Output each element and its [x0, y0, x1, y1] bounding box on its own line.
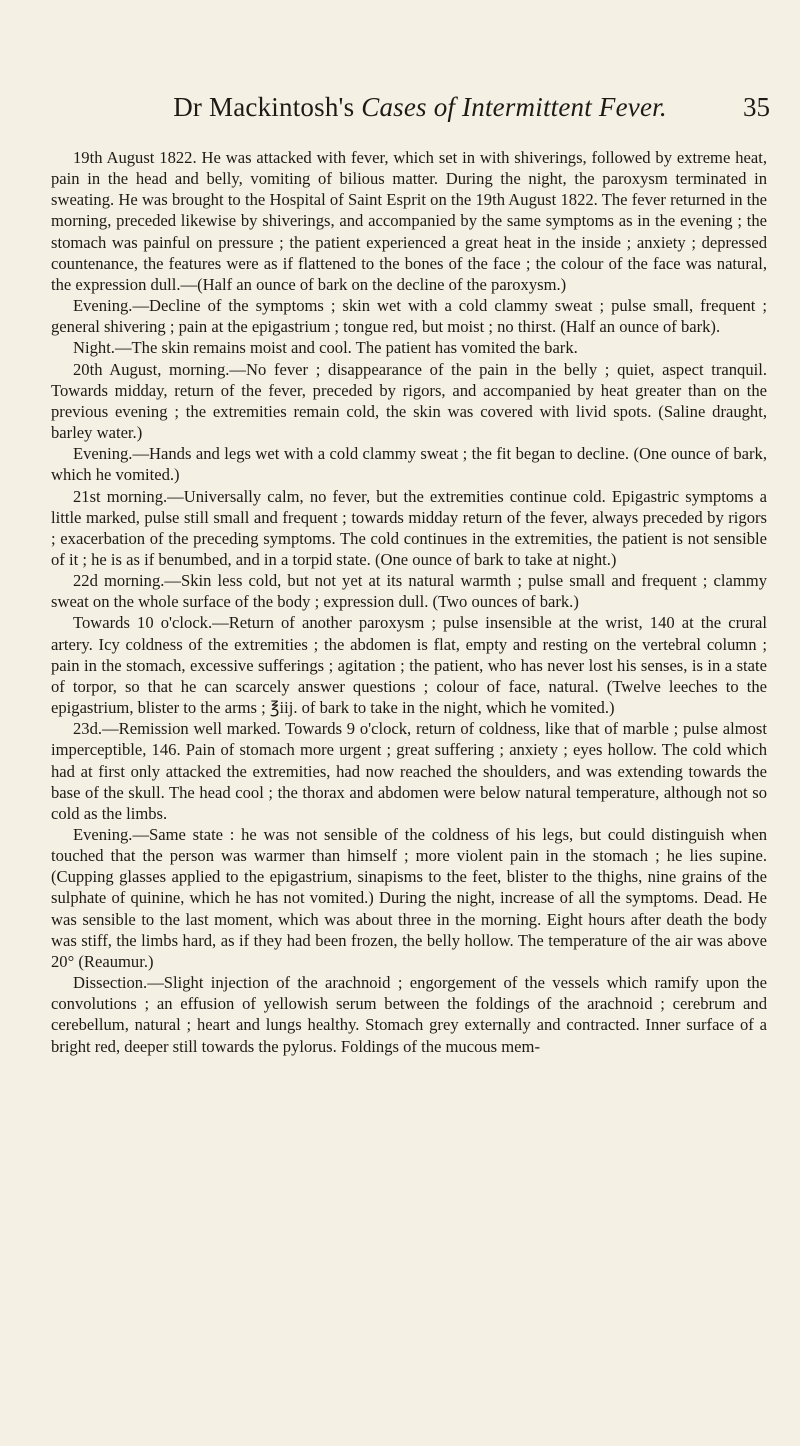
- running-head-author: Dr Mackintosh's: [173, 92, 362, 122]
- paragraph: 20th August, morning.—No fever ; disappearance of the pain in the belly ; quiet, aspect tranquil. Towards midday, return of the fever, preceded by rigors, and accompanied by heat greater than on the previous evening ; the extremities remain cold, the skin was covered with livid spots. (Saline draught, barley water.): [51, 359, 767, 443]
- paragraph: Evening.—Same state : he was not sensible of the coldness of his legs, but could distinguish when touched that the person was warmer than himself ; more violent pain in the stomach ; he lies supine. (Cupping glasses applied to the epigastrium, sinapisms to the feet, blister to the thighs, nine grains of the sulphate of quinine, which he has not vomited.) During the night, increase of all the symptoms. Dead. He was sensible to the last moment, which was about three in the morning. Eight hours after death the body was stiff, the limbs hard, as if they had been frozen, the belly hollow. The temperature of the air was above 20° (Reaumur.): [51, 825, 767, 971]
- paragraph: Towards 10 o'clock.—Return of another paroxysm ; pulse insensible at the wrist, 140 at the crural artery. Icy coldness of the extremities ; the abdomen is flat, empty and resting on the vertebral column ; pain in the stomach, excessive sufferings ; agitation ; the patient, who has never lost his senses, is in a state of torpor, so that he can scarcely answer questions ; colour of face, natural. (Twelve leeches to the epigastrium, blister to the arms ; ℥iij. of bark to take in the night, which he vomited.): [51, 613, 767, 718]
- paragraph: 23d.—Remission well marked. Towards 9 o'clock, return of coldness, like that of marble ; pulse almost imperceptible, 146. Pain of stomach more urgent ; great suffering ; anxiety ; eyes hollow. The cold which had at first only attacked the extremities, had now reached the shoulders, and was extending towards the base of the skull. The head cool ; the thorax and abdomen were below natural temperature, although not so cold as the limbs.: [51, 719, 767, 823]
- paragraph: Night.—The skin remains moist and cool. The patient has vomited the bark.: [73, 338, 578, 358]
- paragraph: Evening.—Hands and legs wet with a cold clammy sweat ; the fit began to decline. (One ounce of bark, which he vomited.): [51, 444, 767, 485]
- paragraph: Dissection.—Slight injection of the arachnoid ; engorgement of the vessels which ramify upon the convolutions ; an effusion of yellowish serum between the foldings of the arachnoid ; cerebrum and cerebellum, natural ; heart and lungs healthy. Stomach grey externally and contracted. Inner surface of a bright red, deeper still towards the pylorus. Foldings of the mucous mem-: [51, 973, 767, 1056]
- running-head-title: Cases of Intermittent Fever.: [361, 92, 667, 122]
- paragraph: 19th August 1822. He was attacked with fever, which set in with shiverings, followed by extreme heat, pain in the head and belly, vomiting of bilious matter. During the night, the paroxysm terminated in sweating. He was brought to the Hospital of Saint Esprit on the 19th August 1822. The fever returned in the morning, preceded likewise by shiverings, and accompanied by the same symptoms as in the evening ; the stomach was painful on pressure ; the patient experienced a great heat in the inside ; anxiety ; depressed countenance, the features were as if flattened to the bones of the face ; the colour of the face was natural, the expression dull.—(Half an ounce of bark on the decline of the paroxysm.): [51, 148, 767, 294]
- running-head: [70, 92, 770, 123]
- paragraph: Evening.—Decline of the symptoms ; skin wet with a cold clammy sweat ; pulse small, frequent ; general shivering ; pain at the epigastrium ; tongue red, but moist ; no thirst. (Half an ounce of bark).: [51, 296, 767, 337]
- page-number: 35: [743, 92, 770, 122]
- paragraph: 22d morning.—Skin less cold, but not yet at its natural warmth ; pulse small and frequent ; clammy sweat on the whole surface of the body ; expression dull. (Two ounces of bark.): [51, 571, 767, 612]
- body-text: [51, 147, 767, 1057]
- paragraph: 21st morning.—Universally calm, no fever, but the extremities continue cold. Epigastric symptoms a little marked, pulse still small and frequent ; towards midday return of the fever, always preceded by rigors ; exacerbation of the preceding symptoms. The cold continues in the extremities, the patient is not sensible of it ; he is as if benumbed, and in a torpid state. (One ounce of bark to take at night.): [51, 486, 767, 569]
- page-header: [70, 92, 770, 132]
